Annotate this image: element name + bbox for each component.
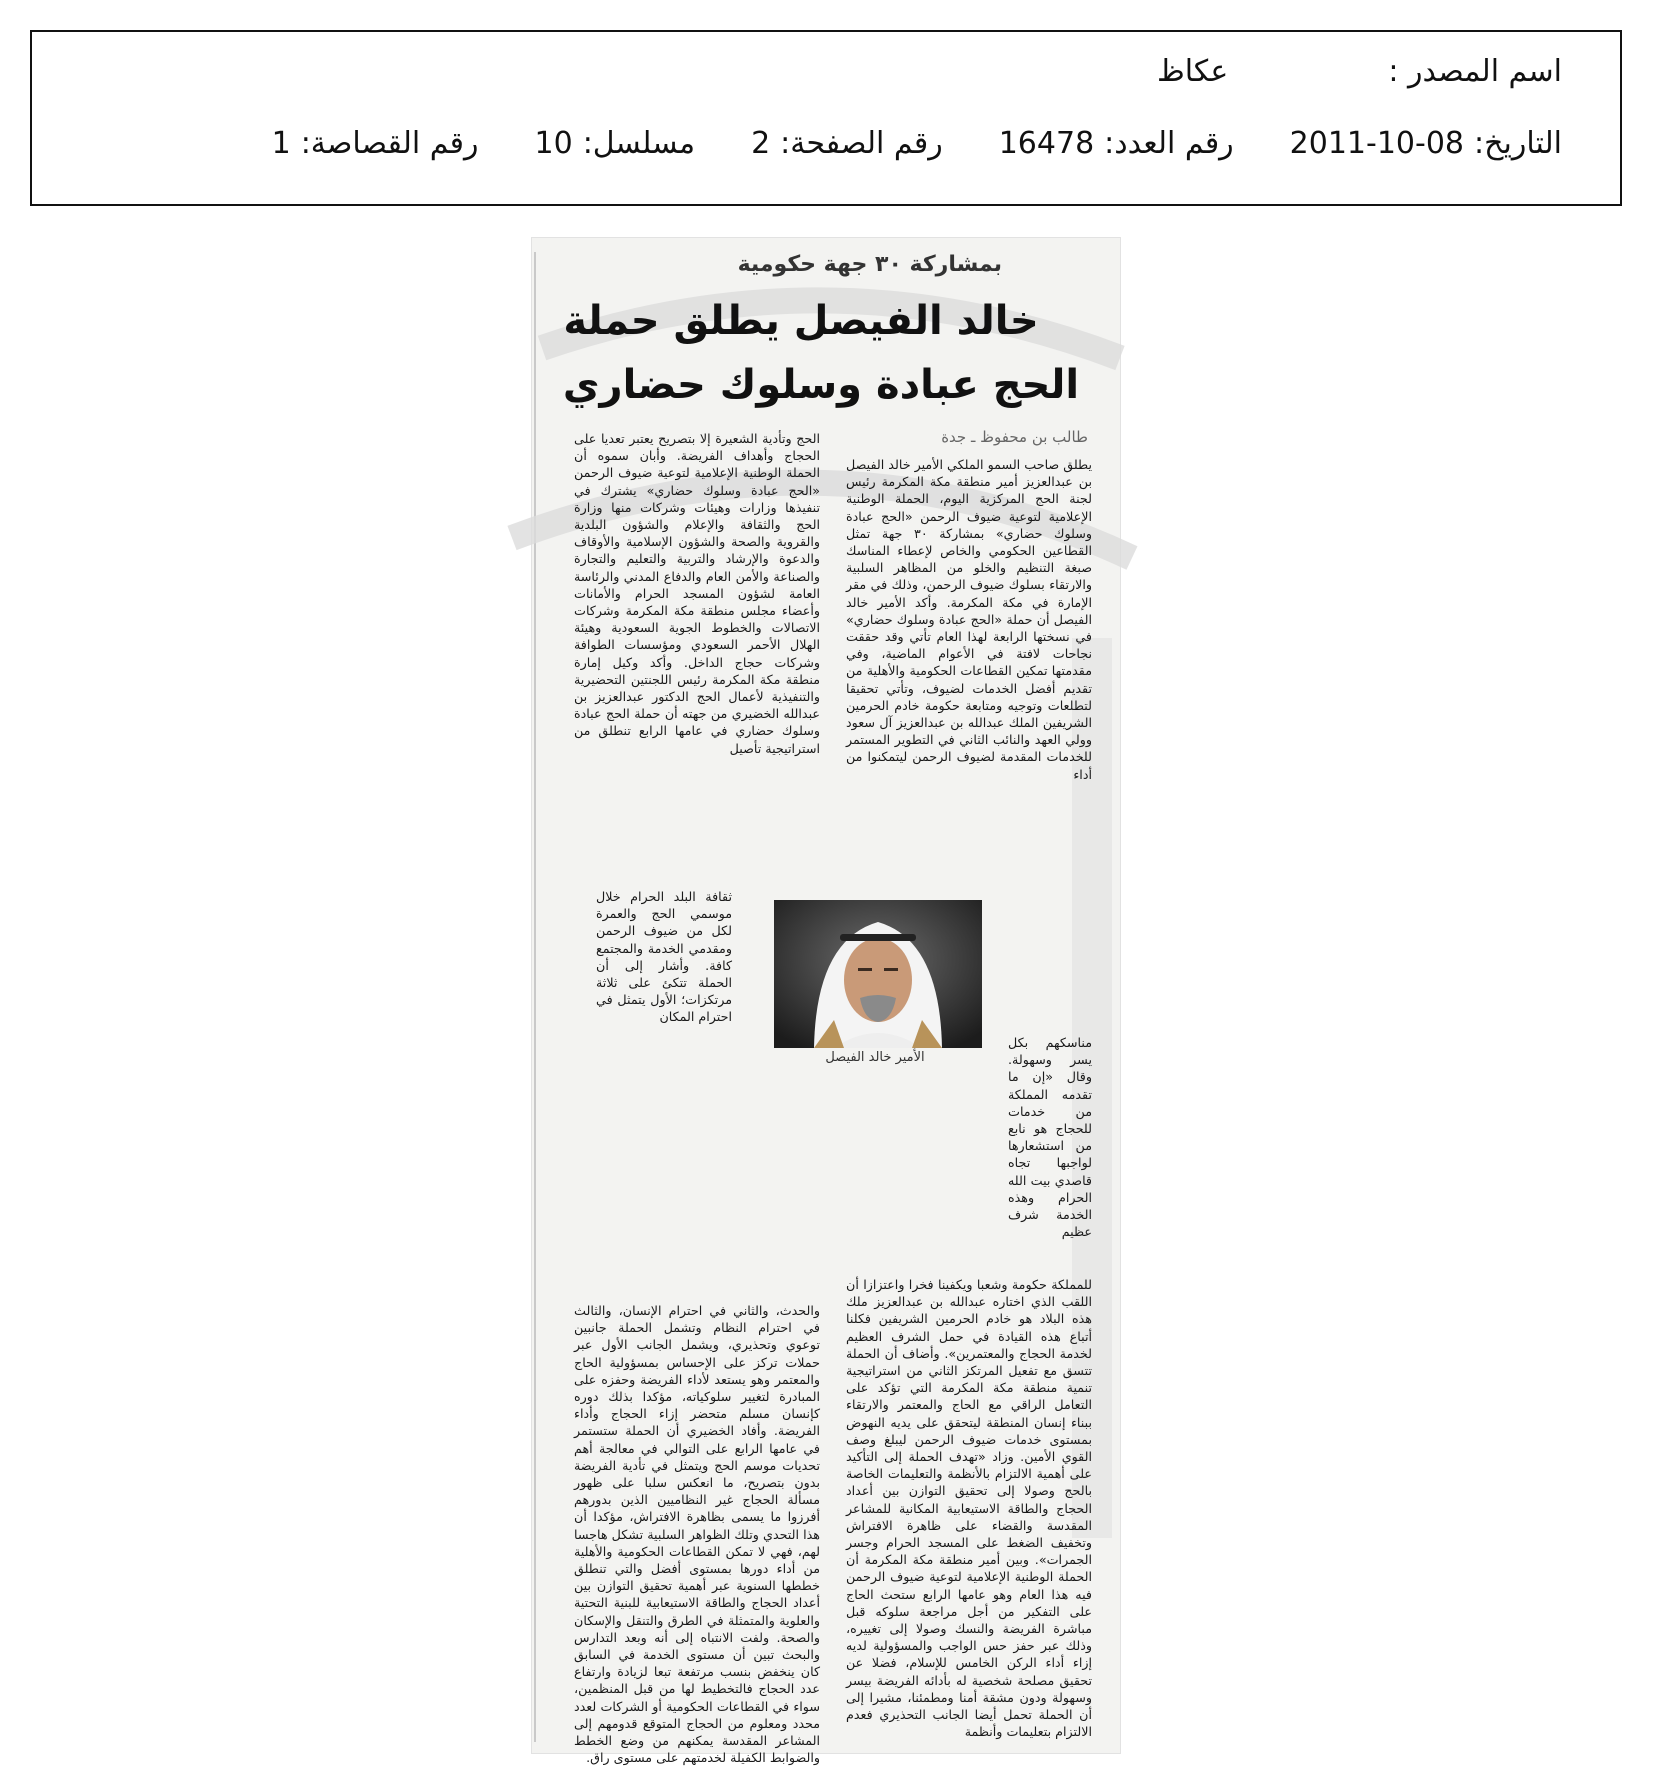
source-row — [90, 54, 1562, 89]
article-column-left-bottom — [574, 1302, 820, 1766]
article-byline: طالب بن محفوظ ـ جدة — [941, 428, 1088, 446]
photo-caption: الأمير خالد الفيصل — [825, 1050, 925, 1065]
date-field — [1290, 126, 1562, 161]
paragraph: الحج وتأدية الشعيرة إلا بتصريح يعتبر تعديا على الحجاج وأهداف الفريضة. وأبان سموه أن الحملة الوطنية الإعلامية لتوعية ضيوف الرحمن «الحج عبادة وسلوك حضاري» يشترك في تنفيذها وزارات وهيئات وشركات منها وزارة الحج والثقافة والإعلام والشؤون البلدية والقروية والصحة والشؤون الإسلامية والأوقاف والدعوة والإرشاد والتربية والتعليم والتجارة والصناعة والأمن العام والدفاع المدني والرئاسة العامة لشؤون المسجد الحرام والأمانات وأعضاء مجلس منطقة مكة المكرمة وشركات الاتصالات والخطوط الجوية السعودية وهيئة الهلال الأحمر السعودي ومؤسسات الطوافة وشركات حجاج الداخل. وأكد وكيل إمارة منطقة مكة المكرمة رئيس اللجنتين التحضيرية والتنفيذية لأعمال الحج الدكتور عبدالعزيز بن عبدالله الخضيري من جهته أن حملة الحج عبادة وسلوك حضاري في عامها الرابع تنطلق من استراتيجية تأصيل — [574, 431, 820, 756]
issue-label: رقم العدد: — [1104, 126, 1234, 161]
article-column-right-bottom — [846, 1276, 1092, 1753]
date-value: 2011-10-08 — [1289, 126, 1465, 161]
issue-value: 16478 — [998, 126, 1095, 161]
paragraph: والحدث، والثاني في احترام الإنسان، والثالث في احترام النظام وتشمل الحملة جانبين توعوي وتحذيري، ويشمل الجانب الأول عبر حملات تركز على الإحساس بمسؤولية الحاج والمعتمر وهو يستعد لأداء الفريضة وحفزه على المبادرة لتغيير سلوكياته، مؤكدا بذلك دوره كإنسان مسلم متحضر إزاء الحجاج وأداء الفريضة. وأفاد الخضيري أن الحملة ستستمر في عامها الرابع على التوالي في معالجة أهم تحديات موسم الحج ويتمثل في تأدية الفريضة بدون بتصريح، ما انعكس سلبا على ظهور مسألة الحجاج غير النظاميين الذين بدورهم أفرزوا ما يسمى بظاهرة الافتراش، مؤكدا أن هذا التحدي وتلك الظواهر السلبية تشكل هاجسا لهم، فهي لا تمكن القطاعات الحكومية والأهلية من أداء دورها بمستوى أفضل والتي تنطلق خططها السنوية عبر أهمية تحقيق التوازن بين أعداد الحجاج والطاقة الاستيعابية للبنية التحتية والعلوية والمتمثلة في الطرق والتنقل والإسكان والصحة. ولفت الانتباه إلى أنه وبعد التدارس والبحث تبين أن مستوى الخدمة في السابق كان ينخفض بنسب مرتفعة تبعا لزيادة وارتفاع عدد الحجاج فالتخطيط لها من قبل المنظمين، سواء في القطاعات الحكومية أو الشركات لعدد محدد ومعلوم من الحجاج المتوقع قدومهم إلى المشاعر المقدسة يمكنهم من وضع الخطط والضوابط الكفيلة لخدمتهم على مستوى راق. — [574, 1303, 820, 1766]
article-kicker: بمشاركة ٣٠ جهة حكومية — [737, 252, 1002, 277]
paragraph: يطلق صاحب السمو الملكي الأمير خالد الفيصل بن عبدالعزيز أمير منطقة مكة المكرمة رئيس لجنة الحج المركزية اليوم، الحملة الوطنية الإعلامية لتوعية ضيوف الرحمن «الحج عبادة وسلوك حضاري» بمشاركة ٣٠ جهة تمثل القطاعين الحكومي والخاص لإعطاء المناسك صبغة التنظيم والخلو من المظاهر السلبية والارتقاء بسلوك ضيوف الرحمن، وذلك في مقر الإمارة في مكة المكرمة. وأكد الأمير خالد الفيصل أن حملة «الحج عبادة وسلوك حضاري» في نسختها الرابعة لهذا العام تأتي وقد حققت نجاحات لافتة في الأعوام الماضية، وفي مقدمتها تمكين القطاعات الحكومية والأهلية من تقديم أفضل الخدمات لضيوف، وتأتي تحقيقا لتطلعات وتوجيه ومتابعة حكومة خادم الحرمين الشريفين الملك عبدالله بن عبدالعزيز آل سعود وولي العهد والنائب الثاني في التطوير المستمر للخدمات المقدمة لضيوف الرحمن ليتمكنوا من أداء — [846, 457, 1092, 782]
page-field — [751, 126, 943, 161]
clip-value: 1 — [271, 126, 291, 161]
paragraph: للمملكة حكومة وشعبا ويكفينا فخرا واعتزازا أن اللقب الذي اختاره عبدالله بن عبدالعزيز ملك هذه البلاد هو خادم الحرمين الشريفين فكلنا أتباع هذه القيادة في حمل الشرف العظيم لخدمة الحجاج والمعتمرين». وأضاف أن الحملة تتسق مع تفعيل المرتكز الثاني من استراتيجية تنمية منطقة مكة المكرمة التي تؤكد على التعامل الراقي مع الحاج والمعتمر والارتقاء ببناء إنسان المنطقة ليتحقق على يديه النهوض بمستوى خدمات ضيوف الرحمن ليبلغ وصف القوي الأمين. وزاد «تهدف الحملة إلى التأكيد على أهمية الالتزام بالأنظمة والتعليمات الخاصة بالحج وصولا إلى تحقيق التوازن بين أعداد الحجاج والطاقة الاستيعابية المكانية للمشاعر المقدسة والقضاء على ظاهرة الافتراش وتخفيف الضغط على المسجد الحرام وجسر الجمرات». وبين أمير منطقة مكة المكرمة أن الحملة الوطنية الإعلامية لتوعية ضيوف الرحمن فيه هذا العام وهو عامها الرابع ستحث الحاج على التفكير من أجل مراجعة سلوكه قبل مباشرة الفريضة والنسك وصولا إلى تغييره، وذلك عبر حفز حس الواجب والمسؤولية لديه إزاء أداء الركن الخامس للإسلام، فضلا عن تحقيق مصلحة شخصية له بأدائه الفريضة بيسر وسهولة ودون مشقة أمنا ومطمئنا، مشيرا إلى أن الحملة تحمل أيضا الجانب التحذيري فعدم الالتزام بتعليمات وأنظمة — [846, 1277, 1092, 1740]
page-value: 2 — [751, 126, 771, 161]
article-column-right-narrow — [1008, 1034, 1092, 1274]
clipping-metadata-box — [30, 30, 1622, 206]
paragraph: ثقافة البلد الحرام خلال موسمي الحج والعمرة لكل من ضيوف الرحمن ومقدمي الخدمة والمجتمع كافة. وأشار إلى أن الحملة تتكئ على ثلاثة مرتكزات؛ الأول يتمثل في احترام المكان — [596, 889, 732, 1025]
clip-label: رقم القصاصة: — [300, 126, 479, 161]
serial-field — [535, 126, 696, 161]
date-label: التاريخ: — [1474, 126, 1562, 161]
serial-label: مسلسل: — [582, 126, 696, 161]
source-label: اسم المصدر : — [1388, 54, 1562, 89]
portrait-photo — [774, 900, 982, 1048]
article-column-left-narrow — [596, 888, 732, 1302]
newspaper-clipping — [532, 238, 1120, 1766]
headline-line-2: الحج عبادة وسلوك حضاري — [562, 362, 1080, 408]
source-field — [1157, 54, 1562, 89]
article-column-left-top — [574, 430, 820, 888]
source-value: عكاظ — [1156, 54, 1229, 89]
headline-line-1: خالد الفيصل يطلق حملة — [563, 298, 1039, 344]
issue-field — [999, 126, 1234, 161]
serial-value: 10 — [534, 126, 573, 161]
paragraph: مناسكهم بكل يسر وسهولة. وقال «إن ما تقدمه المملكة من خدمات للحجاج هو نابع من استشعارها لواجبها تجاه قاصدي بيت الله الحرام وهذه الخدمة شرف عظيم — [1008, 1035, 1092, 1240]
page-label: رقم الصفحة: — [780, 126, 943, 161]
details-row — [90, 126, 1562, 161]
clip-field — [272, 126, 479, 161]
